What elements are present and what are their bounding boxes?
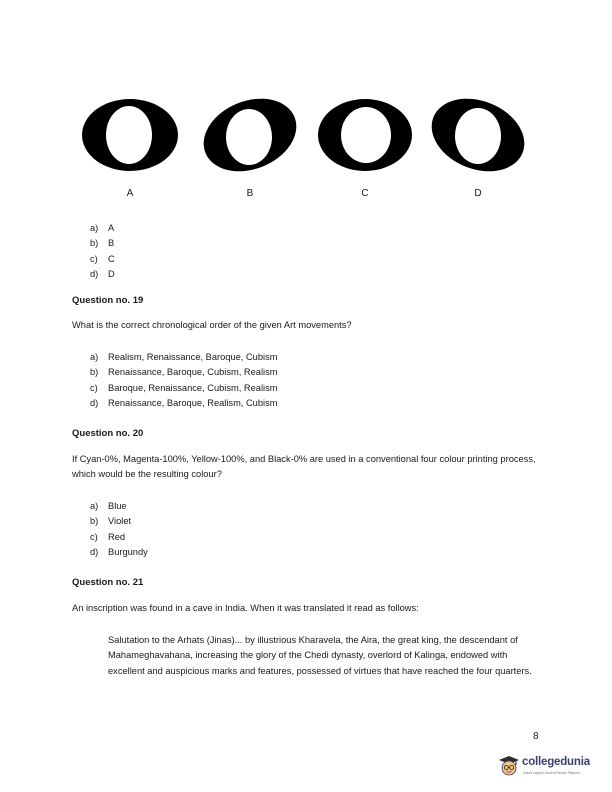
option-item: c) C — [90, 253, 115, 264]
figure-rings — [80, 90, 550, 210]
q20-text: If Cyan-0%, Magenta-100%, Yellow-100%, and Black-0% are used in a conventional four colour printing process, which would be the resulting colour? — [72, 454, 536, 480]
option-item: b) B — [90, 238, 115, 249]
option-item: b) Renaissance, Baroque, Cubism, Realism — [90, 367, 278, 378]
q18-options — [90, 221, 115, 283]
option-item: b) Violet — [90, 516, 132, 527]
option-item: d) Renaissance, Baroque, Realism, Cubism — [90, 398, 278, 409]
logo-name: collegedunia — [522, 756, 590, 768]
ring-label-c: C — [361, 188, 369, 199]
q20-heading: Question no. 20 — [72, 428, 144, 439]
ring-shape-d — [428, 90, 528, 180]
option-item: a) A — [90, 223, 115, 233]
q19-text: What is the correct chronological order of the given Art movements? — [72, 320, 352, 330]
ring-label-b: B — [246, 188, 254, 199]
q21-inscription-quote: Salutation to the Arhats (Jinas)... by illustrious Kharavela, the Aira, the great king, the descendant of Mahameghavahana, increasing the glory of the Chedi dynasty, overlord of Kalinga, endowed with excellent and auspicious marks and features, possessed of virtues that have reached the four quarters. — [108, 635, 532, 676]
q19-heading: Question no. 19 — [72, 295, 144, 306]
option-item: d) Burgundy — [90, 547, 148, 558]
page-number: 8 — [533, 731, 539, 742]
collegedunia-logo — [498, 751, 596, 783]
option-item: d) D — [90, 269, 115, 280]
ring-label-d: D — [474, 188, 482, 199]
ring-shape-c — [315, 90, 415, 180]
ring-shape-b — [200, 90, 300, 180]
ring-shape-a — [80, 90, 180, 180]
option-item: a) Blue — [90, 501, 127, 511]
logo-tagline: India's Largest Student Review Platform — [523, 771, 580, 775]
q21-text: An inscription was found in a cave in India. When it was translated it read as follows: — [72, 603, 419, 613]
q21-heading: Question no. 21 — [72, 577, 144, 588]
option-item: c) Baroque, Renaissance, Cubism, Realism — [90, 382, 278, 393]
q19-options — [90, 350, 278, 412]
option-item: c) Red — [90, 531, 126, 542]
option-item: a) Realism, Renaissance, Baroque, Cubism — [90, 352, 278, 362]
ring-label-a: A — [126, 188, 134, 199]
student-mascot-icon — [498, 755, 520, 777]
q20-options — [90, 499, 148, 561]
